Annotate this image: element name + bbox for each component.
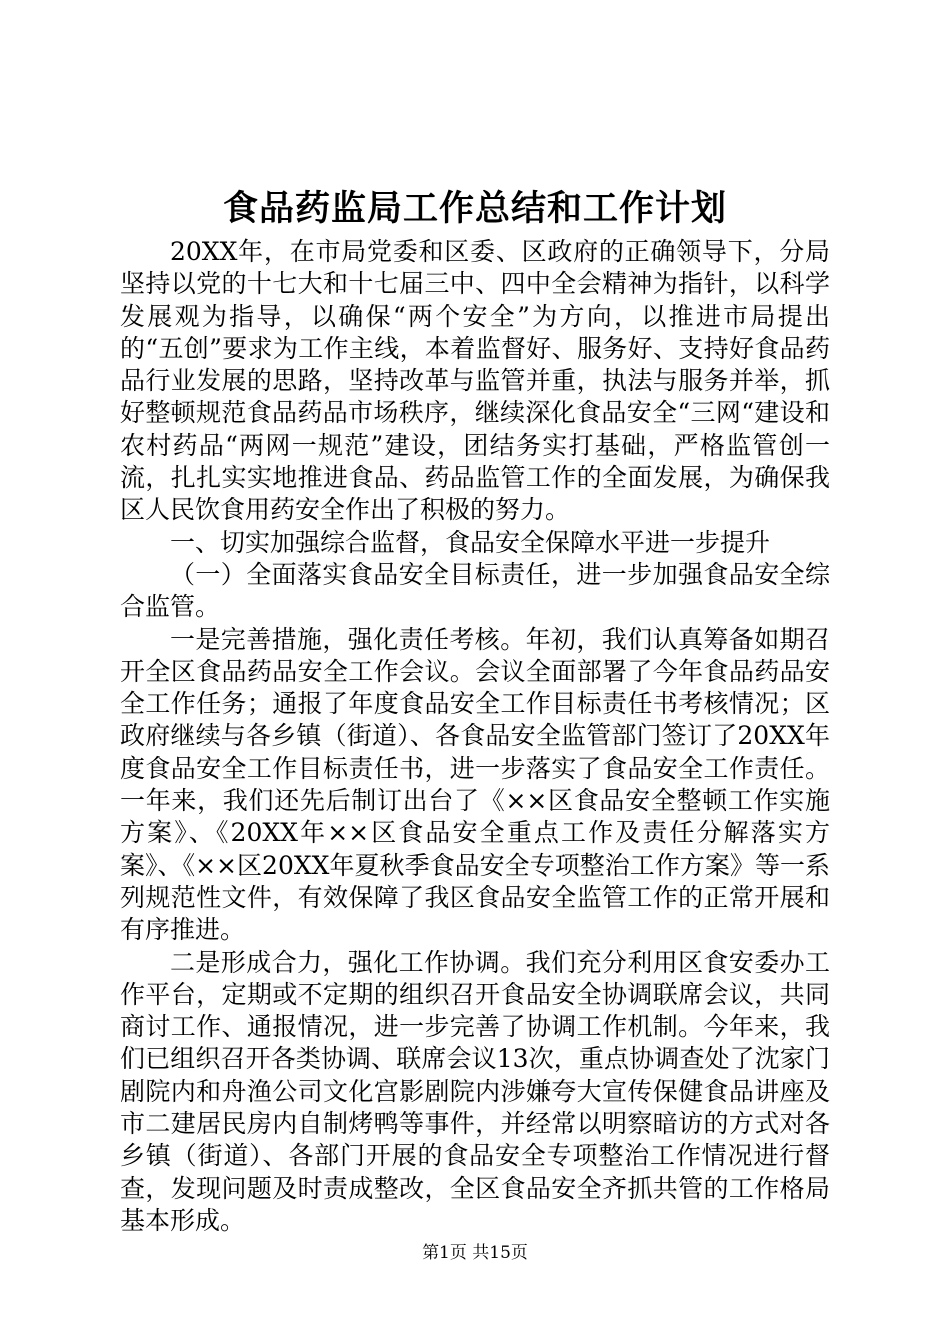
document-body: [120, 236, 830, 1237]
page-number-footer: 第1页 共15页: [422, 1243, 528, 1263]
paragraph-intro: 20XX年，在市局党委和区委、区政府的正确领导下，分局坚持以党的十七大和十七届三中、四中全会精神为指针，以科学发展观为指导，以确保“两个安全”为方向，以推进市局提出的“五创”要求为工作主线，本着监督好、服务好、支持好食品药品行业发展的思路，坚持改革与监管并重，执法与服务并举，抓好整顿规范食品药品市场秩序，继续深化食品安全“三网“建设和农村药品“两网一规范”建设，团结务实打基础，严格监管创一流，扎扎实实地推进食品、药品监管工作的全面发展，为确保我区人民饮食用药安全作出了积极的努力。: [120, 237, 830, 525]
subsection-heading-1: （一）全面落实食品安全目标责任，进一步加强食品安全综合监管。: [120, 559, 830, 622]
section-heading-1: 一、切实加强综合监督，食品安全保障水平进一步提升: [170, 527, 771, 557]
document-title: 食品药监局工作总结和工作计划: [222, 188, 727, 229]
paragraph-point-2: 二是形成合力，强化工作协调。我们充分利用区食安委办工作平台，定期或不定期的组织召开食品安全协调联席会议，共同商讨工作、通报情况，进一步完善了协调工作机制。今年来，我们已组织召开各类协调、联席会议13次，重点协调查处了沈家门剧院内和舟渔公司文化宫影剧院内涉嫌夸大宣传保健食品讲座及市二建居民房内自制烤鸭等事件，并经常以明察暗访的方式对各乡镇（街道）、各部门开展的食品安全专项整治工作情况进行督查，发现问题及时责成整改，全区食品安全齐抓共管的工作格局基本形成。: [120, 947, 830, 1235]
paragraph-point-1: 一是完善措施，强化责任考核。年初，我们认真筹备如期召开全区食品药品安全工作会议。会议全面部署了今年食品药品安全工作任务；通报了年度食品安全工作目标责任书考核情况；区政府继续与各乡镇（街道）、各食品安全监管部门签订了20XX年度食品安全工作目标责任书，进一步落实了食品安全工作责任。一年来，我们还先后制订出台了《××区食品安全整顿工作实施方案》、《20XX年××区食品安全重点工作及责任分解落实方案》、《××区20XX年夏秋季食品安全专项整治工作方案》等一系列规范性文件，有效保障了我区食品安全监管工作的正常开展和有序推进。: [120, 624, 830, 945]
